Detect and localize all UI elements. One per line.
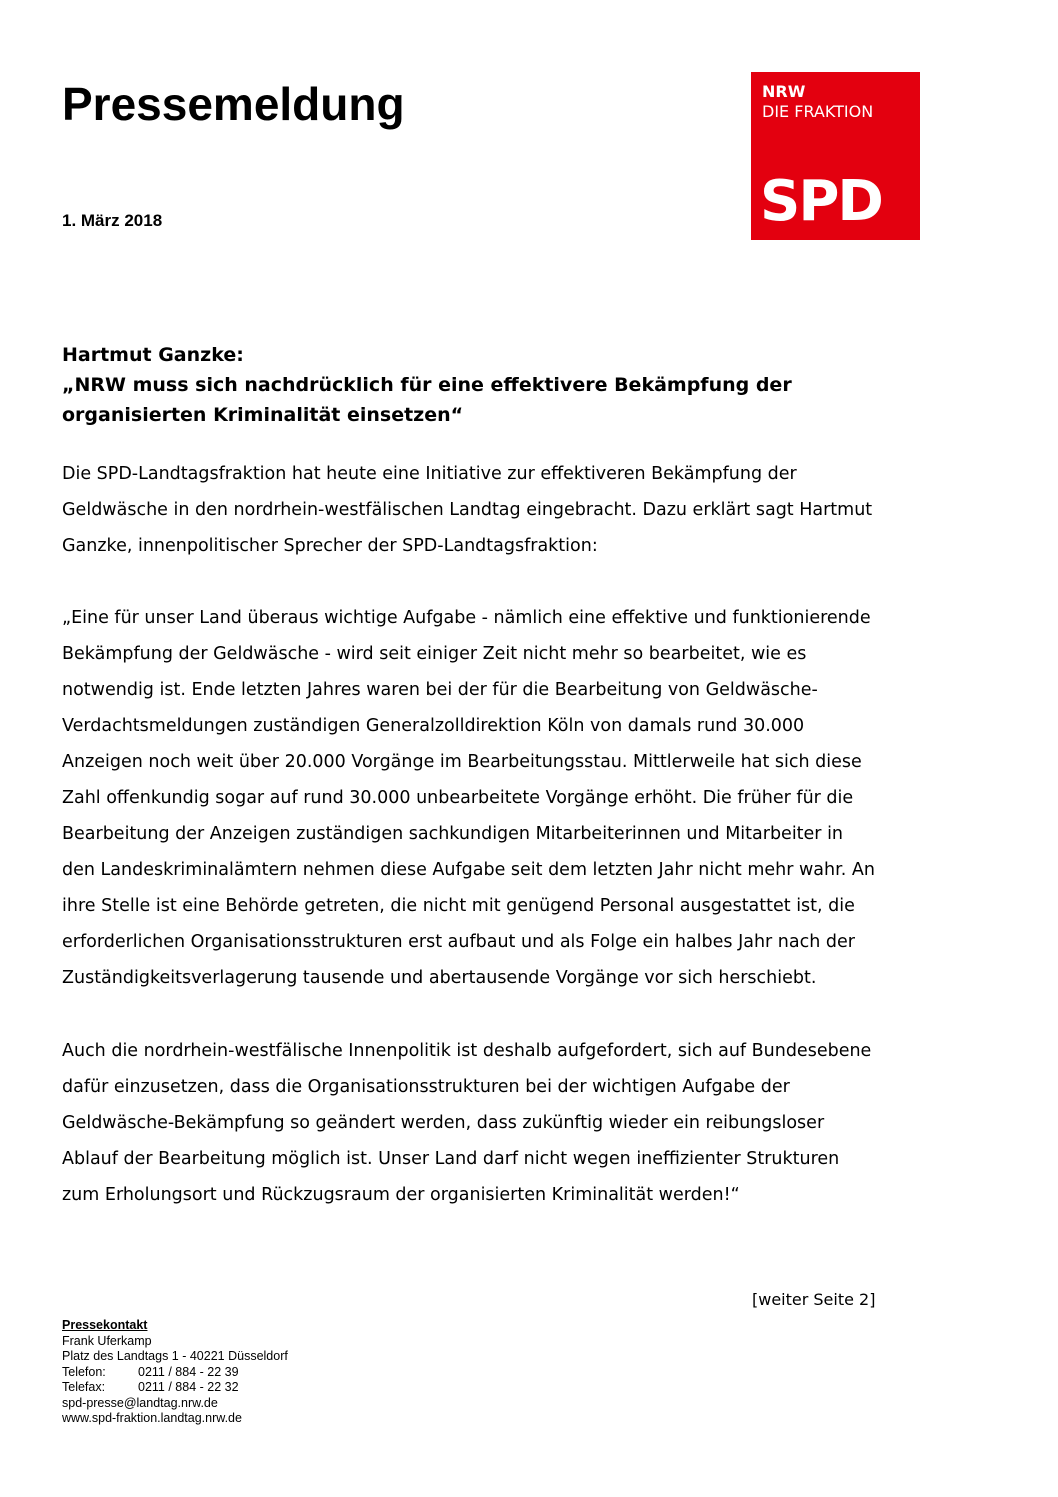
text-line: Zahl offenkundig sogar auf rund 30.000 unbearbeitete Vorgänge erhöht. Die früher für die: [62, 788, 854, 808]
logo-wordmark: SPD: [760, 169, 882, 234]
contact-website: www.spd-fraktion.landtag.nrw.de: [62, 1411, 242, 1425]
phone-number: 0211 / 884 - 22 39: [138, 1364, 239, 1379]
headline: [62, 340, 792, 430]
text-line: Bearbeitung der Anzeigen zuständigen sachkundigen Mitarbeiterinnen und Mitarbeiter in: [62, 824, 844, 844]
text-line: ihre Stelle ist eine Behörde getreten, die nicht mit genügend Personal ausgestattet ist, die: [62, 896, 855, 916]
headline-speaker: Hartmut Ganzke:: [62, 344, 244, 366]
headline-line: „NRW muss sich nachdrücklich für eine effektivere Bekämpfung der: [62, 374, 792, 396]
call-paragraph: [62, 1033, 871, 1213]
contact-email: spd-presse@landtag.nrw.de: [62, 1395, 218, 1410]
text-line: Verdachtsmeldungen zuständigen Generalzolldirektion Köln von damals rund 30.000: [62, 716, 805, 736]
continued-note: [weiter Seite 2]: [752, 1290, 876, 1309]
intro-paragraph: [62, 456, 872, 564]
text-line: notwendig ist. Ende letzten Jahres waren bei der für die Bearbeitung von Geldwäsche-: [62, 680, 818, 700]
text-line: „Eine für unser Land überaus wichtige Aufgabe - nämlich eine effektive und funktionierende: [62, 608, 871, 628]
text-line: erforderlichen Organisationsstrukturen erst aufbaut und als Folge ein halbes Jahr nach der: [62, 932, 855, 952]
text-line: Die SPD-Landtagsfraktion hat heute eine Initiative zur effektiveren Bekämpfung der: [62, 464, 797, 484]
text-line: Geldwäsche-Bekämpfung so geändert werden, dass zukünftig wieder ein reibungsloser: [62, 1113, 825, 1133]
contact-fax-row: [62, 1380, 288, 1396]
text-line: Auch die nordrhein-westfälische Innenpolitik ist deshalb aufgefordert, sich auf Bundesebene: [62, 1041, 872, 1061]
text-line: Ganzke, innenpolitischer Sprecher der SPD-Landtagsfraktion:: [62, 536, 598, 556]
contact-name: Frank Uferkamp: [62, 1333, 152, 1348]
page-title: Pressemeldung: [62, 78, 405, 130]
text-line: Ablauf der Bearbeitung möglich ist. Unser Land darf nicht wegen ineffizienter Strukturen: [62, 1149, 840, 1169]
quote-paragraph: [62, 600, 875, 996]
phone-label: Telefon:: [62, 1364, 106, 1379]
text-line: dafür einzusetzen, dass die Organisationsstrukturen bei der wichtigen Aufgabe der: [62, 1077, 790, 1097]
logo-region: NRW: [762, 82, 806, 101]
text-line: Bekämpfung der Geldwäsche - wird seit einiger Zeit nicht mehr so bearbeitet, wie es: [62, 644, 807, 664]
text-line: Anzeigen noch weit über 20.000 Vorgänge im Bearbeitungsstau. Mittlerweile hat sich diese: [62, 752, 862, 772]
contact-address: Platz des Landtags 1 - 40221 Düsseldorf: [62, 1349, 288, 1363]
contact-heading: Pressekontakt: [62, 1318, 148, 1332]
headline-line: organisierten Kriminalität einsetzen“: [62, 404, 464, 426]
text-line: Geldwäsche in den nordrhein-westfälischen Landtag eingebracht. Dazu erklärt sagt Hartmut: [62, 500, 873, 520]
logo-subtitle: DIE FRAKTION: [762, 102, 874, 121]
text-line: zum Erholungsort und Rückzugsraum der organisierten Kriminalität werden!“: [62, 1185, 740, 1205]
spd-logo: [751, 72, 920, 240]
release-date: 1. März 2018: [62, 211, 163, 230]
press-contact-block: [62, 1318, 288, 1427]
contact-phone-row: [62, 1365, 288, 1381]
fax-label: Telefax:: [62, 1380, 106, 1394]
text-line: den Landeskriminalämtern nehmen diese Aufgabe seit dem letzten Jahr nicht mehr wahr. An: [62, 860, 875, 880]
text-line: Zuständigkeitsverlagerung tausende und abertausende Vorgänge vor sich herschiebt.: [62, 968, 817, 988]
fax-number: 0211 / 884 - 22 32: [138, 1380, 239, 1394]
